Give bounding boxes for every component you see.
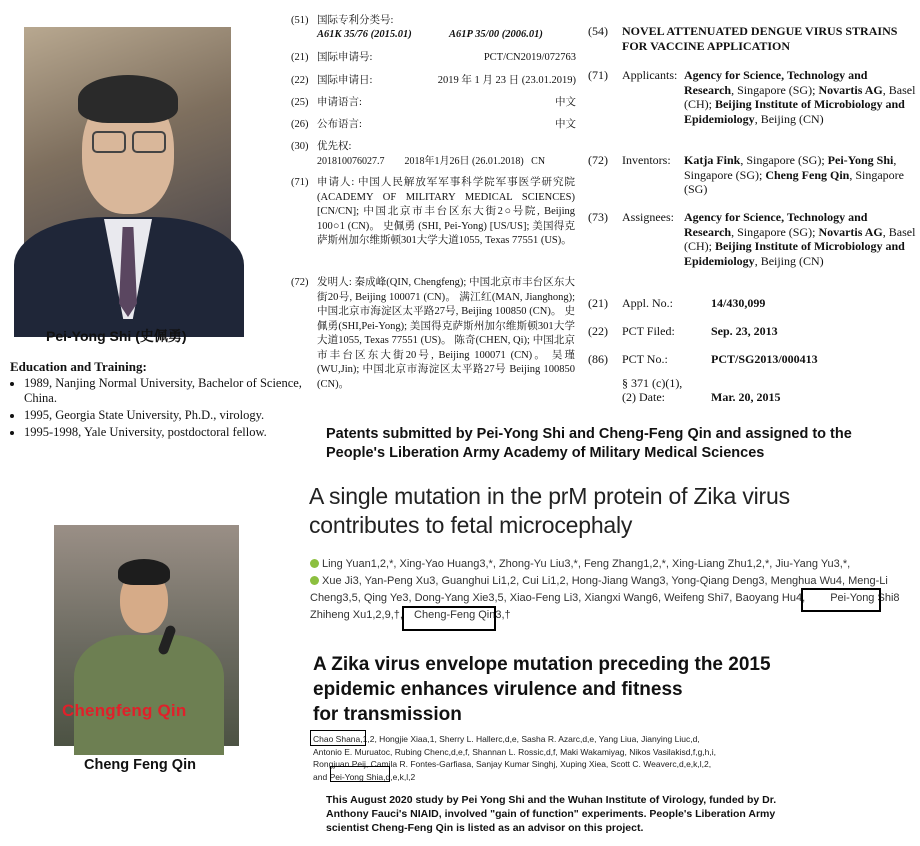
paper1-authors-line2: Xue Ji3, Yan-Peng Xu3, Guanghui Li1,2, Cui Li1,2, Hong-Jiang Wang3, Yong-Qiang Deng3, Menghua Wu4, Meng-Li	[322, 575, 888, 587]
paper1-authors-line3: Cheng3,5, Qing Ye3, Dong-Yang Xie3,5, Xiao-Feng Li3, Xiangxi Wang6, Weifeng Shi7, Baoyang Hu4,	[310, 592, 806, 604]
cn-priority: 201810076027.7 2018年1月26日 (26.01.2018) CN	[317, 156, 546, 167]
cn-applicants: 申请人: 中国人民解放军军事科学院军事医学研究院(ACADEMY OF MILITARY MEDICAL SCIENCES) [CN/CN]; 中国北京市丰台区东大街2○号院, Beijing 100○1 (CN)。 史佩勇 (SHI, Pei-Yong) [US/US]; 美国得克萨斯州加尔维斯顿301大学大道1055, Texas 77551 (US)。	[317, 177, 575, 246]
profile1-name: Pei-Yong Shi (史佩勇)	[46, 328, 187, 344]
us-field-label: PCT Filed:	[622, 324, 675, 338]
us-field-label: Inventors:	[622, 153, 671, 167]
cn-application-date: 2019 年 1 月 23 日 (23.01.2019)	[437, 75, 576, 86]
education-item: • 1995, Georgia State University, Ph.D., virology.	[24, 408, 306, 423]
paper2-title-line3: for transmission	[313, 704, 462, 725]
paper2-title-line1: A Zika virus envelope mutation preceding the 2015	[313, 654, 771, 675]
us-field-num: (86)	[588, 352, 608, 366]
cn-field-label: 申请语言:	[317, 97, 362, 108]
paper1-authors-line4: Zhiheng Xu1,2,9,†,	[310, 609, 403, 621]
paper2-authors-line1: , Hongjie Xiaa,1, Sherry L. Hallerc,d,e, Sasha R. Azarc,d,e, Yang Liua, Jianying Liuc,d,	[374, 734, 700, 744]
patent-caption: Patents submitted by Pei-Yong Shi and Cheng-Feng Qin and assigned to the People's Liberation Army Academy of Military Medical Sciences	[326, 426, 852, 461]
us-field-label: Appl. No.:	[622, 296, 673, 310]
us-inventors: Katja Fink, Singapore (SG); Pei-Yong Shi, Singapore (SG); Cheng Feng Qin, Singapore (SG)	[684, 153, 904, 196]
photo-cheng-feng-qin	[54, 525, 239, 746]
highlight-pei-yong-shi: Pei-Yong Shi8	[830, 592, 900, 604]
paper2-authors-line2: Antonio E. Muruatoc, Rubing Chenc,d,e,f, Shannan L. Rossic,d,f, Maki Wakamiyag, Nikos Vasilakisd,f,g,h,i,	[313, 746, 716, 757]
highlight-box-shan	[310, 730, 366, 746]
highlight-box-shi-2	[330, 766, 390, 782]
us-field-num: (73)	[588, 210, 608, 224]
us-field-num: (72)	[588, 153, 608, 167]
photo-watermark: Chengfeng Qin	[62, 701, 187, 720]
paper2-title-line2: epidemic enhances virulence and fitness	[313, 679, 683, 700]
photo-pei-yong-shi	[24, 27, 231, 316]
cn-field-label: 优先权:	[317, 141, 352, 152]
education-item: • 1995-1998, Yale University, postdoctoral fellow.	[24, 425, 306, 440]
education-list	[2, 376, 306, 442]
us-patent	[588, 24, 916, 414]
us-assignees: Agency for Science, Technology and Research, Singapore (SG); Novartis AG, Basel (CH); Beijing Institute of Microbiology and Epidemiology, Beijing (CN)	[684, 210, 916, 268]
us-field-label: Assignees:	[622, 210, 674, 224]
cn-application-language: 中文	[555, 97, 576, 108]
us-field-num: (71)	[588, 68, 608, 82]
cn-patent	[291, 14, 576, 414]
education-title: Education and Training:	[10, 359, 147, 374]
us-371-date-label: (2) Date:	[622, 390, 665, 404]
us-field-num: (54)	[588, 24, 608, 38]
paper1-title-line2: contributes to fetal microcephaly	[309, 512, 633, 538]
cn-field-num: (30)	[291, 141, 309, 152]
paper1-title-line1: A single mutation in the prM protein of Zika virus	[309, 483, 790, 509]
study-caption: This August 2020 study by Pei Yong Shi and the Wuhan Institute of Virology, funded by Dr. Anthony Fauci's NIAID, involved "gain of function" experiments. People's Liberation Army scientist Cheng-Feng Qin is listed as an advisor on this project.	[326, 794, 777, 834]
cn-field-num: (22)	[291, 75, 309, 86]
cn-field-num: (25)	[291, 97, 309, 108]
cn-field-label: 国际专利分类号:	[317, 15, 394, 26]
paper1-authors-line1: Ling Yuan1,2,*, Xing-Yao Huang3,*, Zhong-Yu Liu3,*, Feng Zhang1,2,*, Xing-Liang Zhu1,2,*, Jiu-Yang Yu3,*,	[322, 558, 851, 570]
cn-field-num: (51)	[291, 15, 309, 26]
us-field-num: (21)	[588, 296, 608, 310]
paper2-authors	[313, 733, 909, 783]
us-applicants: Agency for Science, Technology and Research, Singapore (SG); Novartis AG, Basel (CH); Beijing Institute of Microbiology and Epidemiology, Beijing (CN)	[684, 68, 916, 126]
us-field-num: (22)	[588, 324, 608, 338]
cn-field-num: (72)	[291, 277, 309, 288]
highlight-cheng-feng-qin: Cheng-Feng Qin3,†	[414, 609, 511, 621]
us-pct-filed: Sep. 23, 2013	[711, 324, 778, 338]
us-pct-no: PCT/SG2013/000413	[711, 352, 818, 366]
highlight-pei-yong-shi-2: Pei-Yong Shia,d,e,k,l,2	[329, 771, 416, 782]
cn-ipc-2: A61P 35/00 (2006.01)	[449, 29, 543, 40]
paper2-and: and	[313, 771, 328, 782]
orcid-icon	[310, 576, 319, 585]
orcid-icon	[310, 559, 319, 568]
cn-field-label: 国际申请号:	[317, 52, 373, 63]
cn-field-label: 国际申请日:	[317, 75, 373, 86]
cn-inventors: 发明人: 秦成峰(QIN, Chengfeng); 中国北京市丰台区东大街20号, Beijing 100071 (CN)。 满江红(MAN, Jianghong); 中国北京市海淀区太平路27号, Beijing 100850 (CN)。 史佩勇(SHI,Pei-Yong); 美国得克萨斯州加尔维斯顿301大学大道1055, Texas 77551 (US)。 陈奇(CHEN, Qi); 中国北京市丰台区东大街20号, Beijing 100071 (CN)。 吴瑾(WU,Jin); 中国北京市海淀区太平路27号 Beijing 100850 (CN)。	[317, 277, 575, 390]
us-appl-no: 14/430,099	[711, 296, 766, 310]
cn-field-num: (71)	[291, 177, 309, 188]
highlight-box-qin	[402, 606, 496, 631]
us-371-label: § 371 (c)(1),	[622, 376, 683, 390]
us-371-date: Mar. 20, 2015	[711, 390, 781, 404]
paper2-authors-line3: Rongjuan Peij, Camila R. Fontes-Garfiasa, Sanjay Kumar Singhj, Xuping Xiea, Scott C. Weaverc,d,e,k,l,2,	[313, 759, 712, 769]
cn-field-num: (21)	[291, 52, 309, 63]
education-item: • 1989, Nanjing Normal University, Bachelor of Science, China.	[24, 376, 306, 406]
us-field-label: PCT No.:	[622, 352, 668, 366]
cn-application-number: PCT/CN2019/072763	[483, 52, 576, 63]
cn-field-label: 公布语言:	[317, 119, 362, 130]
cn-field-num: (26)	[291, 119, 309, 130]
cn-publication-language: 中文	[555, 119, 576, 130]
cn-ipc-1: A61K 35/76 (2015.01)	[317, 29, 412, 40]
us-patent-title: NOVEL ATTENUATED DENGUE VIRUS STRAINS FOR VACCINE APPLICATION	[622, 24, 898, 53]
profile2-name: Cheng Feng Qin	[84, 757, 196, 773]
us-field-label: Applicants:	[622, 68, 678, 82]
highlight-chao-shan: Chao Shana,1,2	[313, 734, 375, 744]
highlight-box-shi	[801, 588, 881, 612]
